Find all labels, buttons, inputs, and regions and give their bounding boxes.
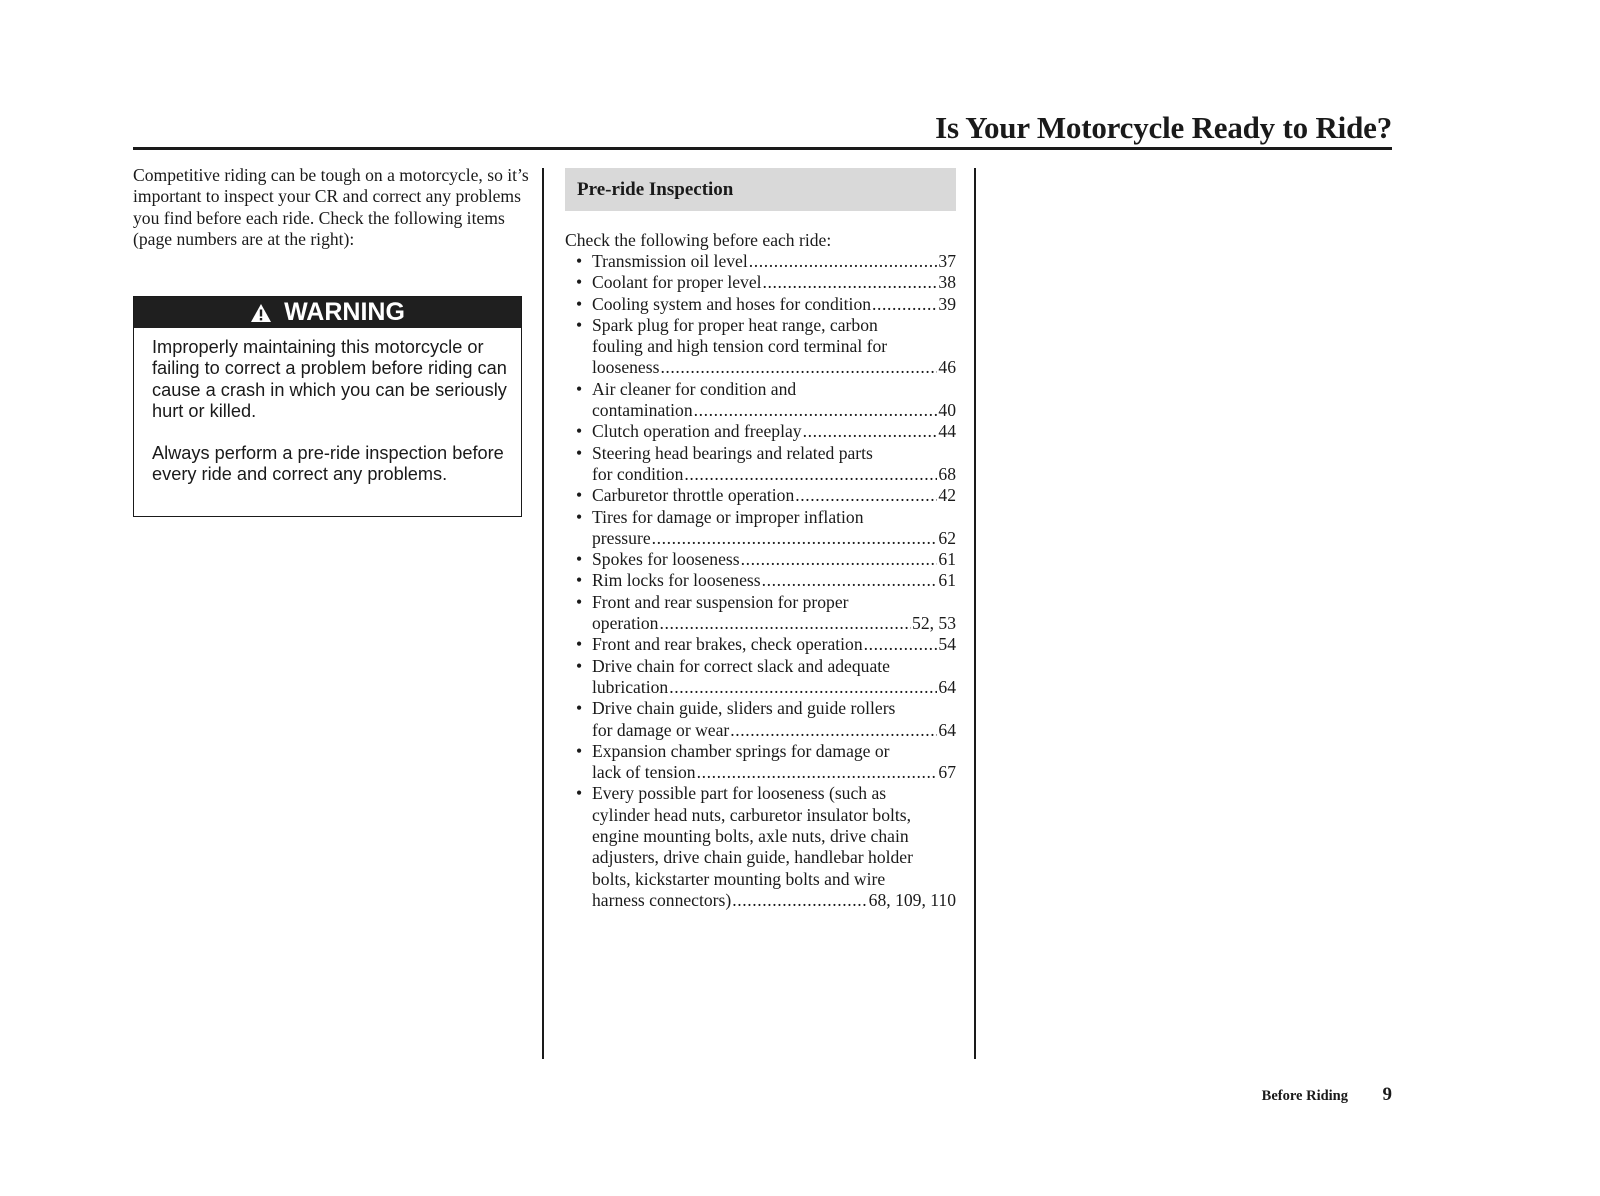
warning-body: [134, 328, 521, 486]
checklist-item-text: Expansion chamber springs for damage or: [592, 740, 890, 761]
leader-dots: [669, 677, 937, 698]
page-reference: 62: [938, 527, 956, 548]
checklist-item: [565, 379, 956, 422]
bullet-icon: •: [576, 740, 583, 761]
leader-dots: [762, 570, 938, 591]
leader-dots: [659, 613, 911, 634]
page-reference: 42: [938, 485, 956, 506]
checklist-item-text: Rim locks for looseness: [592, 570, 761, 591]
checklist-item-text: Front and rear suspension for proper: [592, 591, 849, 612]
checklist-item-text: pressure: [592, 527, 651, 548]
checklist-item-reference: [592, 464, 956, 485]
checklist-item: [565, 741, 956, 784]
checklist-item-reference: [592, 677, 956, 698]
section-heading-box: [565, 168, 956, 211]
checklist-item-text: cylinder head nuts, carburetor insulator bolts,: [592, 804, 912, 825]
leader-dots: [652, 528, 938, 549]
checklist-item-reference: [592, 570, 956, 591]
checklist-item-text: adjusters, drive chain guide, handlebar holder: [592, 847, 913, 868]
checklist-item-text: Cooling system and hoses for condition: [592, 293, 872, 314]
leader-dots: [730, 720, 937, 741]
leader-dots: [763, 272, 938, 293]
checklist-item-text: Front and rear brakes, check operation: [592, 634, 863, 655]
checklist-item: [565, 443, 956, 486]
checklist-item-reference: [592, 890, 956, 911]
leader-dots: [732, 890, 867, 911]
warning-label: WARNING: [284, 298, 405, 326]
checklist-item-reference: [592, 272, 956, 293]
bullet-icon: •: [576, 591, 583, 612]
checklist-item: [565, 783, 956, 911]
page-reference: 61: [938, 570, 956, 591]
checklist-item-text: Carburetor throttle operation: [592, 485, 795, 506]
page-reference: 46: [938, 357, 956, 378]
checklist-item: [565, 251, 956, 272]
checklist-item: [565, 592, 956, 635]
checklist-item-text: lubrication: [592, 676, 669, 697]
leader-dots: [697, 762, 938, 783]
title-rule: [133, 147, 1392, 150]
checklist-item-text: Coolant for proper level: [592, 272, 762, 293]
checklist-item-reference: [592, 549, 956, 570]
page-reference: 39: [938, 293, 956, 314]
checklist-item-reference: [592, 528, 956, 549]
leader-dots: [660, 357, 937, 378]
leader-dots: [741, 549, 938, 570]
bullet-icon: •: [576, 272, 583, 293]
checklist-item-reference: [592, 762, 956, 783]
leader-dots: [694, 400, 938, 421]
leader-dots: [749, 251, 938, 272]
bullet-icon: •: [576, 421, 583, 442]
bullet-icon: •: [576, 485, 583, 506]
checklist-item-text: Clutch operation and freeplay: [592, 421, 802, 442]
checklist-item-text: operation: [592, 613, 659, 634]
bullet-icon: •: [576, 251, 583, 271]
checklist-item-text: engine mounting bolts, axle nuts, drive chain: [592, 826, 909, 847]
checklist-item-reference: [592, 634, 956, 655]
page-title: Is Your Motorcycle Ready to Ride?: [935, 110, 1392, 145]
checklist-item-text: Drive chain guide, sliders and guide rollers: [592, 698, 896, 719]
checklist-item-text: fouling and high tension cord terminal for: [592, 336, 888, 357]
inspection-checklist: [565, 251, 956, 911]
page-number: 9: [1382, 1084, 1392, 1105]
section-title: Pre-ride Inspection: [577, 179, 734, 200]
bullet-icon: •: [576, 378, 583, 399]
checklist-item: [565, 507, 956, 550]
column-divider-left: [542, 168, 544, 1059]
bullet-icon: •: [576, 655, 583, 676]
page-reference: 54: [938, 634, 956, 655]
bullet-icon: •: [576, 293, 583, 314]
checklist-item-text: Drive chain for correct slack and adequate: [592, 655, 890, 676]
warning-box: [133, 296, 522, 517]
warning-text: Improperly maintaining this motorcycle or failing to correct a problem before riding can cause a crash in which you can be seriously hurt or killed.: [152, 337, 507, 421]
leader-dots: [872, 294, 937, 315]
checklist-item: [565, 549, 956, 570]
checklist-item-text: Every possible part for looseness (such as: [592, 783, 887, 804]
page-reference: 44: [938, 421, 956, 442]
checklist-item-reference: [592, 421, 956, 442]
checklist-item: [565, 570, 956, 591]
bullet-icon: •: [576, 506, 583, 527]
checklist-item-text: lack of tension: [592, 762, 696, 783]
warning-header: [134, 297, 521, 328]
checklist-item: [565, 315, 956, 379]
leader-dots: [803, 421, 938, 442]
checklist-item-reference: [592, 485, 956, 506]
checklist-item-text: for condition: [592, 463, 684, 484]
bullet-icon: •: [576, 570, 583, 591]
checklist-item-text: Air cleaner for condition and: [592, 378, 797, 399]
bullet-icon: •: [576, 698, 583, 719]
footer-section-name: Before Riding: [1261, 1088, 1348, 1104]
page-reference: 38: [938, 272, 956, 293]
intro-paragraph: Competitive riding can be tough on a motorcycle, so it’s important to inspect your CR and correct any problems you find before each ride. Check the following items (page numbers are at the right):: [133, 165, 529, 249]
page-reference: 37: [938, 251, 956, 271]
checklist-item-reference: [592, 720, 956, 741]
checklist-item: [565, 698, 956, 741]
page-reference: 40: [938, 400, 956, 421]
leader-dots: [864, 634, 938, 655]
bullet-icon: •: [576, 549, 583, 570]
checklist-item-reference: [592, 613, 956, 634]
page-reference: 64: [938, 719, 956, 740]
checklist-item-text: harness connectors): [592, 889, 732, 910]
bullet-icon: •: [576, 442, 583, 463]
bullet-icon: •: [576, 783, 583, 804]
checklist-item-text: Steering head bearings and related parts: [592, 442, 873, 463]
bullet-icon: •: [576, 314, 583, 335]
leader-dots: [795, 485, 937, 506]
checklist-item: [565, 634, 956, 655]
checklist-item-text: looseness: [592, 357, 660, 378]
leader-dots: [684, 464, 937, 485]
checklist-item-reference: [592, 357, 956, 378]
checklist-intro: Check the following before each ride:: [565, 230, 832, 250]
page-reference: 61: [938, 549, 956, 570]
warning-instruction: Always perform a pre-ride inspection before every ride and correct any problems.: [152, 443, 504, 485]
column-divider-right: [974, 168, 976, 1059]
page-reference: 64: [938, 676, 956, 697]
checklist-item-text: Spokes for looseness: [592, 549, 740, 570]
checklist-item-text: bolts, kickstarter mounting bolts and wire: [592, 868, 886, 889]
page-reference: 67: [938, 762, 956, 783]
checklist-item: [565, 485, 956, 506]
checklist-item: [565, 294, 956, 315]
bullet-icon: •: [576, 634, 583, 655]
checklist-item: [565, 421, 956, 442]
page-reference: 68: [938, 463, 956, 484]
checklist-item-text: for damage or wear: [592, 719, 730, 740]
checklist-item-reference: [592, 294, 956, 315]
checklist-item-text: Tires for damage or improper inflation: [592, 506, 864, 527]
page-reference: 52, 53: [912, 613, 956, 634]
checklist-item-reference: [592, 400, 956, 421]
page-reference: 68, 109, 110: [868, 889, 956, 910]
checklist-item-text: Transmission oil level: [592, 251, 748, 271]
checklist-item: [565, 272, 956, 293]
checklist-item-text: Spark plug for proper heat range, carbon: [592, 314, 878, 335]
checklist-item: [565, 656, 956, 699]
checklist-item-text: contamination: [592, 400, 693, 421]
warning-triangle-icon: [250, 303, 272, 323]
checklist-item-reference: [592, 251, 956, 272]
